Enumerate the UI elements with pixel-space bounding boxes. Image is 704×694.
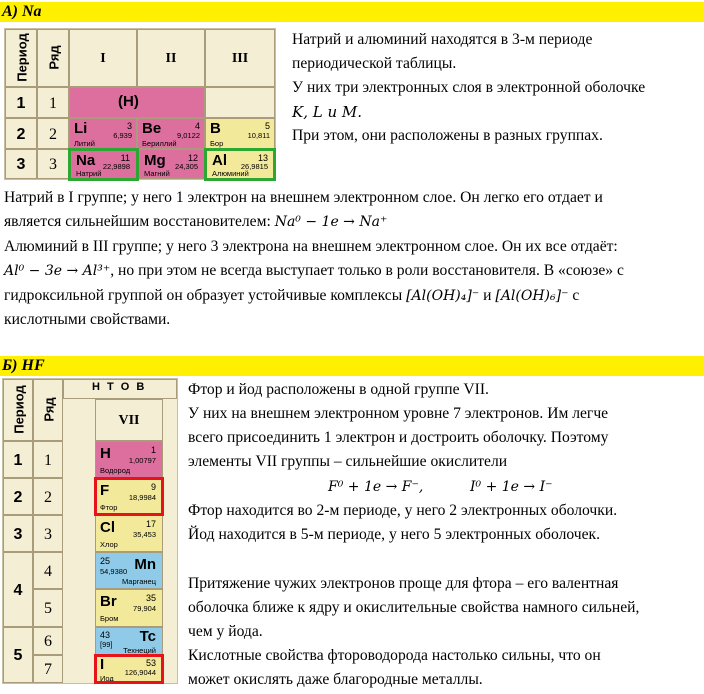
para-al-line1: Алюминий в III группе; у него 3 электрона на внешнем электронном слое. Он их все отдаёт: (4, 238, 618, 255)
text-b-7: Притяжение чужих электронов проще для фтора – его валентная (188, 575, 619, 592)
periodic-table-a (4, 28, 276, 180)
atomic-number: 1 (150, 445, 156, 455)
element-symbol: Tc (139, 628, 156, 645)
row-number: 2 (37, 118, 69, 149)
element-name: Бериллий (142, 139, 177, 148)
element-symbol: F (100, 482, 110, 499)
period-number: 1 (5, 87, 37, 118)
text-b-1: Фтор и йод расположены в одной группе VII. (188, 381, 489, 398)
highlight-i (94, 654, 164, 684)
text-b-8: оболочка ближе к ядру и окислительные свойства намного сильней, (188, 599, 640, 616)
row-number: 1 (37, 87, 69, 118)
atomic-number: 43 (100, 630, 111, 640)
para-na-text: является сильнейшим восстановителем: (4, 213, 275, 230)
element-symbol: Al (212, 152, 227, 169)
text-b-4: элементы VII группы – сильнейшие окислители (188, 453, 508, 470)
para-al-text: , но при этом не всегда выступает только в роли восстановителя. В «союзе» с (110, 262, 624, 279)
side-text-a-2: периодической таблицы. (292, 55, 457, 72)
row-number: 2 (33, 478, 63, 515)
text-b-10: Кислотные свойства фтороводорода настолько сильны, что он (188, 647, 601, 664)
letters-header (63, 379, 177, 399)
element-symbol: I (100, 656, 105, 673)
element-cl (95, 515, 163, 552)
atomic-number: 35 (145, 593, 156, 603)
element-symbol: H (100, 445, 111, 462)
atomic-number: 3 (126, 121, 132, 131)
text-b-2: У них на внешнем электронном уровне 7 электронов. Им легче (188, 405, 609, 422)
element-name: Фтор (100, 503, 118, 512)
row-number: 5 (33, 589, 63, 627)
na-oxidation-formula: Na⁰ − 1e → Na⁺ (274, 214, 388, 230)
row-number: 3 (37, 149, 69, 179)
text-b-5: Фтор находится во 2-м периоде, у него 2 электронных оболочки. (188, 502, 618, 519)
row-header-cell (37, 29, 69, 87)
period-header-cell (5, 29, 37, 87)
element-li (69, 118, 137, 149)
section-a-header: А) Na (0, 2, 704, 22)
empty-cell (205, 87, 275, 118)
element-name: Технеций (123, 646, 156, 655)
element-tc (95, 627, 163, 655)
period-number: 5 (3, 627, 33, 683)
text-b-3: всего присоединить 1 электрон и достроить оболочку. Поэтому (188, 429, 609, 446)
element-name: Литий (74, 139, 95, 148)
atomic-number: 17 (145, 519, 156, 529)
row-label: Ряд (41, 397, 57, 422)
element-name: Иод (100, 674, 114, 683)
atomic-mass: 26,9815 (240, 162, 268, 171)
i-reduction-formula: I⁰ + 1e → I⁻ (470, 479, 553, 495)
period-label: Период (14, 33, 30, 82)
period-header-cell (3, 379, 33, 441)
atomic-mass: 79,904 (133, 604, 156, 613)
f-reduction-formula: F⁰ + 1e → F⁻, (328, 479, 424, 495)
element-symbol: Mg (144, 152, 166, 169)
para-al-line2 (4, 259, 624, 283)
element-name: Марганец (121, 577, 156, 586)
period-number: 1 (3, 441, 33, 478)
atomic-number: 25 (100, 556, 111, 566)
para-al-line3 (4, 284, 579, 308)
element-mg (137, 149, 205, 179)
highlight-f (94, 477, 164, 516)
atomic-mass: [99] (100, 640, 113, 649)
row-label: Ряд (46, 45, 62, 70)
atomic-mass: 9,0122 (177, 131, 200, 140)
periodic-table-b (2, 378, 178, 684)
para-al-text: гидроксильной группой он образует устойчивые комплексы (4, 287, 407, 304)
atomic-number: 53 (145, 658, 156, 668)
section-b-header: Б) HF (0, 356, 704, 376)
row-number: 1 (33, 441, 63, 478)
group-header-7: VII (95, 399, 163, 441)
atomic-mass: 1,00797 (128, 456, 156, 465)
conjunction: и (479, 287, 496, 304)
row-number: 7 (33, 655, 63, 683)
hydrogen-cell (69, 87, 205, 118)
atomic-number: 5 (264, 121, 270, 131)
para-al-line4: кислотными свойствами. (4, 311, 171, 328)
complex-formula-2: [Al(OH)₆]⁻ (495, 288, 569, 304)
side-text-a-4: K, L и M. (292, 103, 363, 121)
atomic-mass: 18,9984 (128, 493, 156, 502)
atomic-number: 12 (187, 153, 198, 163)
row-number: 3 (33, 515, 63, 552)
element-name: Бор (210, 139, 224, 148)
atomic-mass: 24,305 (175, 162, 198, 171)
period-label: Период (11, 385, 27, 434)
atomic-mass: 35,453 (133, 530, 156, 539)
period-number: 2 (3, 478, 33, 515)
element-h (95, 441, 163, 478)
element-br (95, 589, 163, 627)
element-name: Бром (100, 614, 119, 623)
element-name: Хлор (100, 540, 118, 549)
row-number: 6 (33, 627, 63, 655)
element-symbol: Br (100, 593, 117, 610)
period-number: 3 (5, 149, 37, 179)
highlight-na (68, 148, 139, 181)
group-letters: Н Т О В (92, 381, 147, 393)
period-number: 3 (3, 515, 33, 552)
para-na-line2 (4, 210, 387, 234)
element-b (205, 118, 275, 149)
text-b-11: может окислять даже благородные металлы. (188, 671, 483, 688)
atomic-number: 13 (257, 153, 268, 163)
atomic-number: 11 (120, 153, 130, 163)
atomic-mass: 22,9898 (102, 162, 130, 171)
element-be (137, 118, 205, 149)
text-b-9: чем у йода. (188, 623, 263, 640)
element-name: Алюминий (212, 169, 249, 178)
period-number: 2 (5, 118, 37, 149)
group-header-3: III (205, 29, 275, 87)
element-name: Водород (100, 466, 131, 475)
atomic-mass: 126,9044 (124, 668, 156, 677)
para-al-tail: с (568, 287, 580, 304)
atomic-mass: 6,939 (113, 131, 132, 140)
highlight-al (204, 148, 276, 181)
atomic-number: 4 (194, 121, 200, 131)
element-symbol: Be (142, 120, 162, 137)
al-oxidation-formula: Al⁰ − 3e → Al³⁺ (4, 263, 111, 279)
row-header-cell (33, 379, 63, 441)
group-header-1: I (69, 29, 137, 87)
group-header-2: II (137, 29, 205, 87)
element-symbol: B (210, 120, 221, 137)
period-number: 4 (3, 552, 33, 627)
text-b-6: Йод находится в 5-м периоде, у него 5 электронных оболочек. (188, 526, 600, 543)
side-text-a-1: Натрий и алюминий находятся в 3-м периоде (292, 31, 593, 48)
atomic-number: 9 (150, 482, 156, 492)
atomic-mass: 54,9380 (100, 567, 128, 576)
atomic-mass: 10,811 (247, 131, 270, 140)
side-text-a-5: При этом, они расположены в разных группах. (292, 127, 603, 144)
element-symbol: Na (76, 152, 96, 169)
element-symbol: Cl (100, 519, 115, 536)
element-symbol: (H) (118, 93, 139, 110)
element-symbol: Mn (134, 556, 156, 573)
element-mn (95, 552, 163, 589)
element-name: Магний (144, 169, 170, 178)
para-na-line1: Натрий в I группе; у него 1 электрон на внешнем электронном слое. Он легко его отдает и (4, 189, 603, 206)
complex-formula-1: [Al(OH)₄]⁻ (406, 288, 480, 304)
element-name: Натрий (76, 169, 102, 178)
element-symbol: Li (74, 120, 88, 137)
row-number: 4 (33, 552, 63, 589)
side-text-a-3: У них три электронных слоя в электронной оболочке (292, 79, 646, 96)
